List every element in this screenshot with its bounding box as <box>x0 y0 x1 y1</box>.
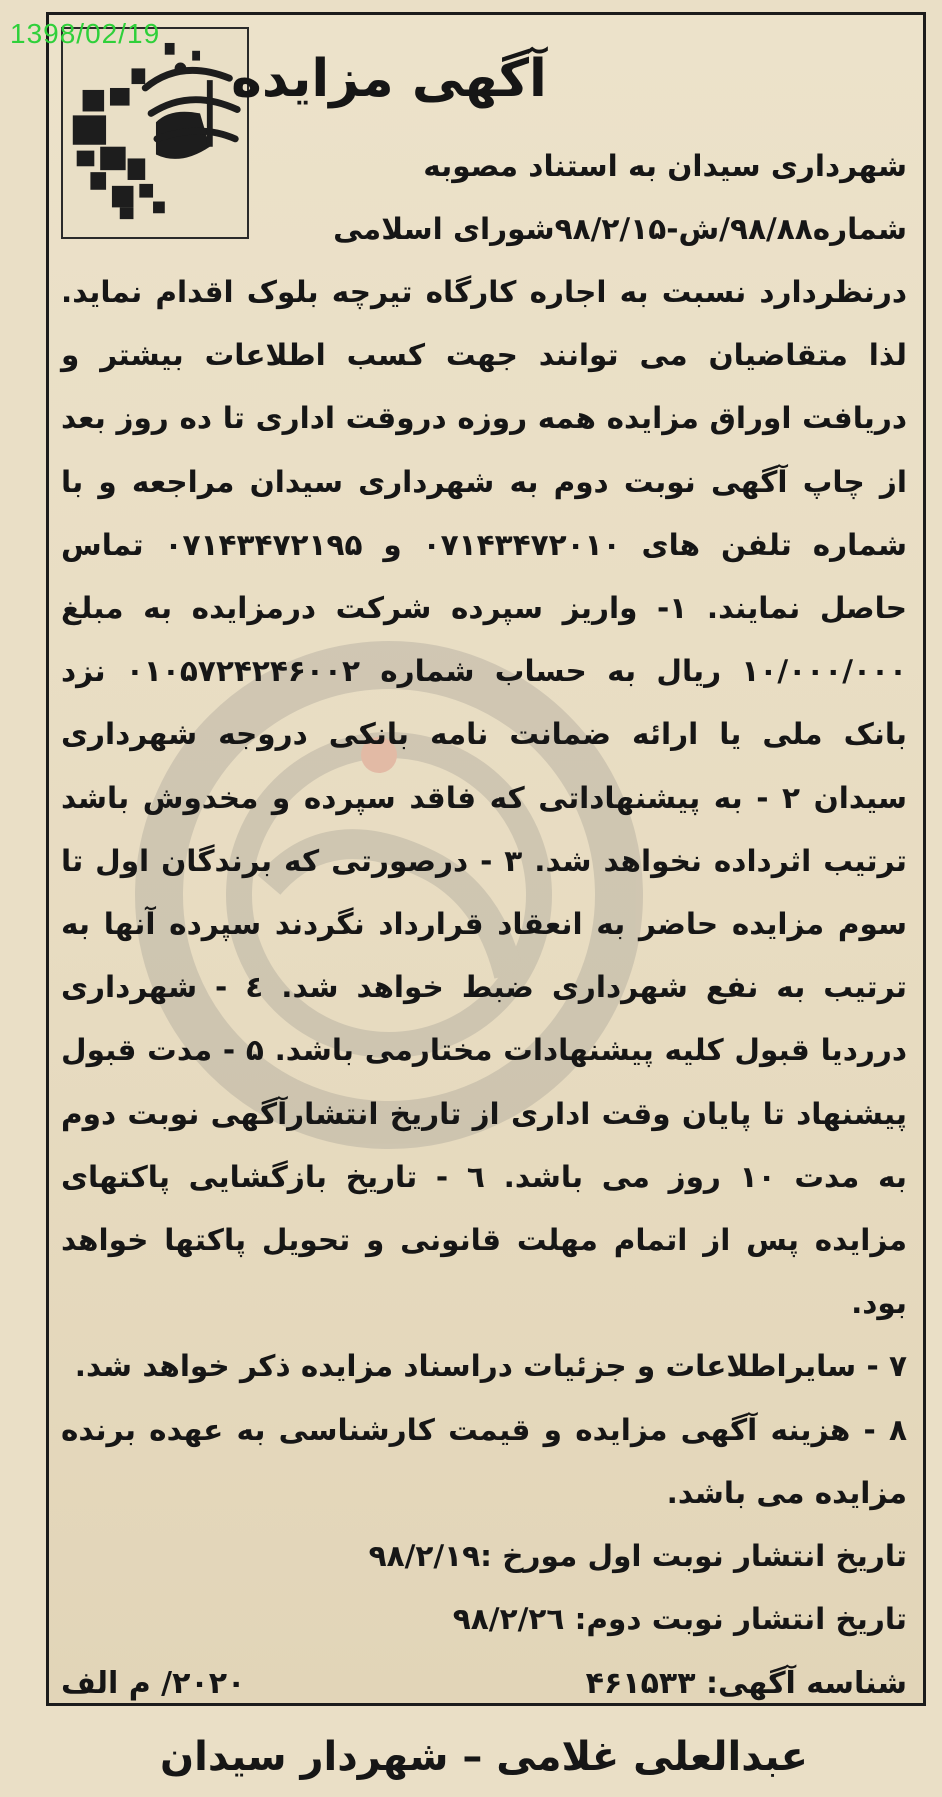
notice-body: درنظردارد نسبت به اجاره کارگاه تیرچه بلوک اقدام نماید. لذا متقاضیان می توانند جهت کسب اطلاعات بیشتر و دریافت اوراق مزایده همه روزه دروقت اداری تا ده روز بعد از چاپ آگهی نوبت دوم به شهرداری سیدان مراجعه و با شماره تلفن های ۰۷۱۴۳۴۷۲۰۱۰ و ۰۷۱۴۳۴۷۲۱۹۵ تماس حاصل نمایند. ۱- واریز سپرده شرکت درمزایده به مبلغ ۱۰/۰۰۰/۰۰۰ ریال به حساب شماره ۰۱۰۵۷۲۴۲۴۶۰۰۲ نزد بانک ملی یا ارائه ضمانت نامه بانکی دروجه شهرداری سیدان ۲ - به پیشنهاداتی که فاقد سپرده و مخدوش باشد ترتیب اثرداده نخواهد شد. ۳ - درصورتی که برندگان اول تا سوم مزایده حاضر به انعقاد قرارداد نگردند سپرده آنها به ترتیب به نفع شهرداری ضبط خواهد شد. ٤ - شهرداری درردیا قبول کلیه پیشنهادات مختارمی باشد. ۵ - مدت قبول پیشنهاد تا پایان وقت اداری از تاریخ انتشارآگهی نوبت دوم به مدت ۱۰ روز می باشد. ٦ - تاریخ بازگشایی پاکتهای مزایده پس از اتمام مهلت قانونی و تحویل پاکتها خواهد بود. <box>61 275 908 1321</box>
ad-id-row <box>61 1651 907 1717</box>
notice-frame <box>46 12 926 1781</box>
publish-date-first: تاریخ انتشار نوبت اول مورخ :۹۸/۲/۱۹ <box>368 1539 907 1574</box>
ad-code: ۲۰۲۰/ م الف <box>61 1666 246 1702</box>
signature: عبدالعلی غلامی – شهردار سیدان <box>159 1734 808 1781</box>
item-8: ۸ - هزینه آگهی مزایده و قیمت کارشناسی به عهده برنده مزایده می باشد. <box>61 1412 907 1510</box>
notice-content <box>61 23 907 1797</box>
date-stamp: 1398/02/19 <box>10 18 161 49</box>
item-7: ۷ - سایراطلاعات و جزئیات دراسناد مزایده ذکر خواهد شد. <box>74 1349 907 1384</box>
publish-date-second: تاریخ انتشار نوبت دوم: ۹۸/۲/۲٦ <box>452 1602 907 1637</box>
notice-title: آگهی مزایده <box>231 49 547 109</box>
ad-id: شناسه آگهی: ۴۶۱۵۳۳ <box>585 1666 907 1702</box>
intro-line-2: شماره۹۸/۸۸/ش-۹۸/۲/۱۵شورای اسلامی <box>333 212 907 246</box>
intro-line-1: شهرداری سیدان به استناد مصوبه <box>423 149 907 183</box>
